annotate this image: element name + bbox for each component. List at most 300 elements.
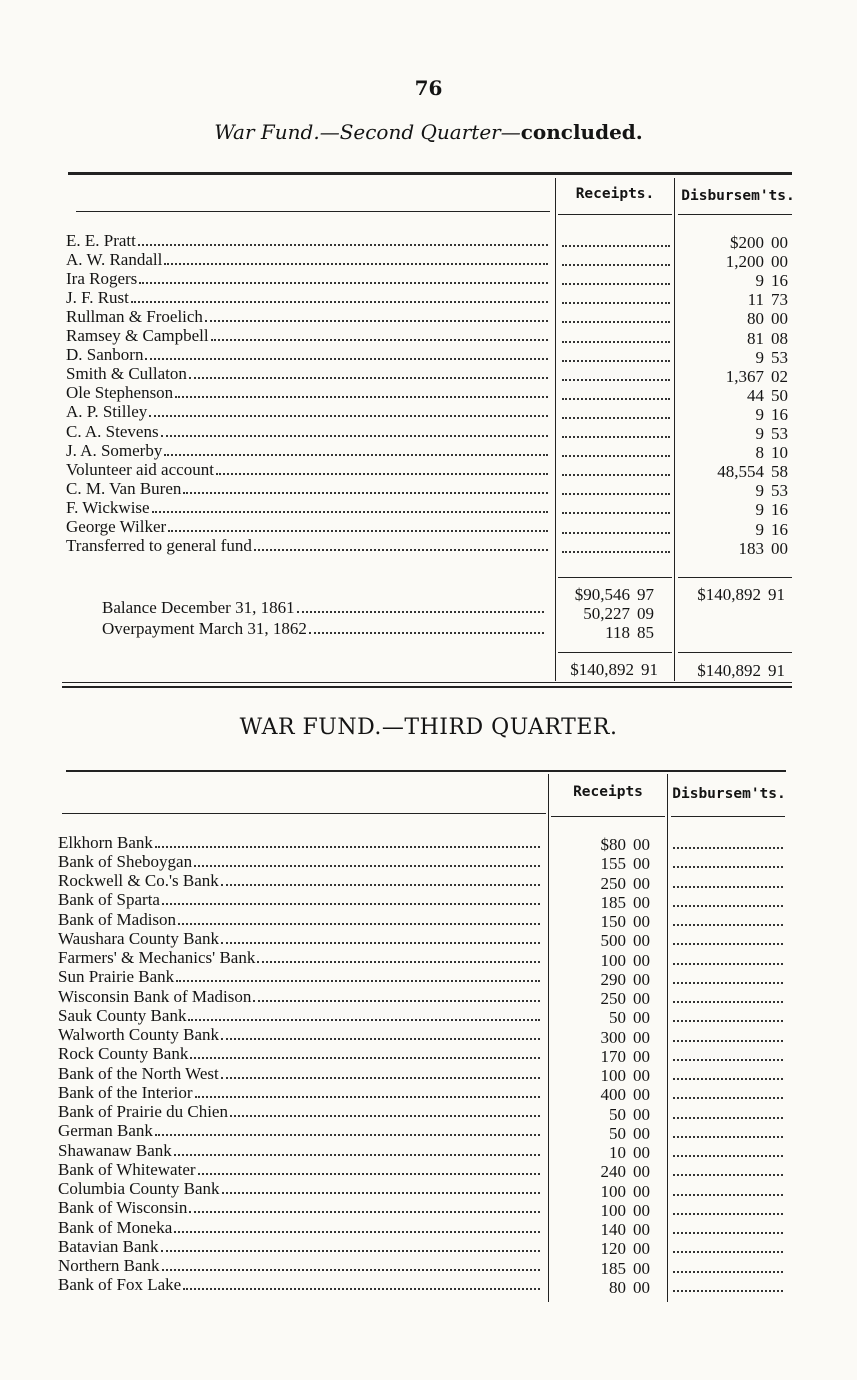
section2-row-name: Bank of the Interior	[58, 1082, 193, 1102]
section1-col-receipts: Receipts.	[575, 186, 655, 202]
section2-row-dollars: 100	[600, 1066, 626, 1085]
overpayment-row	[102, 619, 548, 638]
section2-row-cents: 00	[633, 1085, 650, 1105]
section2-row-empty-cell	[673, 1271, 783, 1273]
section1-row-leader	[189, 377, 548, 379]
section1-subtotal-rule-disb	[678, 577, 792, 578]
section1-row-cents: 00	[771, 252, 788, 272]
section1-row-dollars: 9	[755, 519, 764, 539]
section1-row-leader	[152, 511, 548, 513]
section1-row-amount	[694, 443, 788, 462]
section2-row-name: Bank of Fox Lake	[58, 1275, 182, 1295]
section2-row-amount	[582, 1239, 650, 1258]
section2-row-empty-cell	[673, 866, 783, 868]
section2-row-leader	[230, 1115, 540, 1117]
section1-row	[66, 346, 552, 365]
section2-row	[58, 852, 544, 871]
section2-head-rule-mid	[551, 816, 665, 817]
section2-row-name: Walworth County Bank	[58, 1025, 220, 1044]
section2-row-amount	[582, 1259, 650, 1278]
section1-row-name: Transferred to general fund	[66, 536, 252, 556]
section2-row-cents: 00	[633, 854, 650, 874]
section2-row-leader	[176, 980, 540, 982]
section2-row-leader	[174, 1231, 540, 1233]
section1-subtotal-disbursements-dollars: $140,892	[697, 585, 761, 604]
section2-row-amount	[582, 835, 650, 854]
section1-bottom-rule-1	[62, 682, 792, 683]
section1-row-dollars: $200	[730, 233, 764, 252]
section2-row-name: Bank of Prairie du Chien	[58, 1102, 228, 1121]
section2-col-receipts: Receipts	[573, 784, 643, 800]
section2-row-amount	[582, 1162, 650, 1181]
section1-row-name: J. F. Rust	[66, 287, 129, 307]
section1-total-disbursements-cents: 91	[768, 661, 785, 680]
section1-row-empty-cell	[562, 398, 670, 400]
section2-row-empty-cell	[673, 905, 783, 907]
section2-row-dollars: 140	[600, 1220, 626, 1239]
section1-row-leader	[138, 244, 548, 246]
section1-row-cents: 00	[771, 309, 788, 329]
section1-row	[66, 327, 552, 346]
section1-row-name: C. A. Stevens	[66, 421, 159, 441]
section2-row	[58, 1276, 544, 1295]
section2-row-dollars: 155	[600, 854, 626, 874]
section1-row-cents: 02	[771, 366, 788, 386]
section2-row-leader	[198, 1173, 540, 1175]
section1-row-cents: 73	[771, 290, 788, 310]
section1-subtotal-rule-receipts	[558, 577, 672, 578]
section1-row-amount	[694, 539, 788, 558]
section1-row-leader	[211, 339, 548, 341]
section1-row-empty-cell	[562, 302, 670, 304]
section2-row-cents: 00	[633, 1220, 650, 1239]
section2-row-dollars: 240	[600, 1162, 626, 1182]
section2-row-empty-cell	[673, 982, 783, 984]
section1-title	[0, 120, 857, 144]
section1-row-cents: 10	[771, 443, 788, 463]
section1-row-cents: 00	[771, 538, 788, 558]
section2-row	[58, 1180, 544, 1199]
section2-head-rule-left	[62, 813, 546, 814]
section2-row-dollars: 250	[600, 873, 626, 893]
section2-row-name: Waushara County Bank	[58, 928, 220, 948]
section1-row-cents: 08	[771, 328, 788, 348]
section1-disb-divider	[674, 178, 675, 681]
section1-row-leader	[161, 435, 548, 437]
section2-row-amount	[582, 1047, 650, 1066]
section2-row-dollars: 185	[600, 1258, 626, 1278]
section2-row	[58, 987, 544, 1006]
section2-row-name: Bank of Whitewater	[58, 1159, 196, 1179]
section2-row-empty-cell	[673, 963, 783, 965]
section2-row-empty-cell	[673, 943, 783, 945]
section1-row	[66, 498, 552, 517]
section2-row-cents: 00	[633, 1066, 650, 1085]
section2-row	[58, 891, 544, 910]
section1-row-amount	[694, 252, 788, 271]
section2-row-name: Wisconsin Bank of Madison	[58, 986, 252, 1006]
section1-total-receipts	[556, 660, 658, 679]
section2-row	[58, 910, 544, 929]
section2-row-dollars: 120	[600, 1239, 626, 1259]
section1-row-name: A. W. Randall	[66, 249, 163, 269]
section1-total-rule-receipts	[558, 652, 672, 653]
section2-row-amount	[582, 1182, 650, 1201]
section1-subtotal-receipts-cents: 97	[637, 585, 654, 604]
section2-row-dollars: 185	[600, 892, 626, 912]
section2-row-amount	[582, 1085, 650, 1104]
section2-row-cents: 00	[633, 1104, 650, 1124]
balance-label: Balance December 31, 1861	[102, 597, 295, 617]
section1-row-cents: 53	[771, 481, 788, 501]
section2-row-empty-cell	[673, 1117, 783, 1119]
section1-row-amount	[694, 329, 788, 348]
section2-row-cents: 00	[633, 912, 650, 931]
section2-row-dollars: 100	[600, 950, 626, 970]
section2-row-empty-cell	[673, 1213, 783, 1215]
section2-row-name: Elkhorn Bank	[58, 832, 153, 852]
section2-row-empty-cell	[673, 1020, 783, 1022]
section1-row	[66, 307, 552, 326]
section2-row	[58, 949, 544, 968]
section2-row-dollars: 50	[609, 1123, 626, 1143]
section2-row-empty-cell	[673, 1232, 783, 1234]
section2-row-empty-cell	[673, 1290, 783, 1292]
section2-row-cents: 00	[633, 1239, 650, 1259]
section1-row-dollars: 11	[747, 290, 764, 310]
section1-row-leader	[205, 320, 548, 322]
section1-row	[66, 250, 552, 269]
section1-row-amount	[694, 348, 788, 367]
section2-row-dollars: 10	[609, 1143, 626, 1162]
section1-row-cents: 16	[771, 271, 788, 291]
section1-row-empty-cell	[562, 512, 670, 514]
section2-top-rule	[66, 770, 786, 772]
section1-subtotal-receipts-dollars: $90,546	[574, 585, 630, 604]
section1-receipts-divider	[555, 178, 556, 681]
section2-row-amount	[582, 854, 650, 873]
section2-row-dollars: 250	[600, 989, 626, 1008]
section1-row-empty-cell	[562, 436, 670, 438]
section1-row-leader	[216, 473, 548, 475]
section1-row	[66, 460, 552, 479]
section1-row-amount	[694, 290, 788, 309]
section1-row-leader	[139, 282, 548, 284]
section2-row-empty-cell	[673, 1097, 783, 1099]
section1-row-dollars: 9	[755, 481, 764, 501]
section2-row-name: Sauk County Bank	[58, 1005, 187, 1025]
section1-row-name: Ramsey & Campbell	[66, 326, 209, 345]
section2-row-leader	[190, 1057, 540, 1059]
section1-row-empty-cell	[562, 360, 670, 362]
section2-row-leader	[253, 1000, 540, 1002]
section2-row	[58, 1006, 544, 1025]
section1-row	[66, 288, 552, 307]
section1-row-name: Volunteer aid account	[66, 459, 214, 479]
section2-head-rule-right	[671, 816, 785, 817]
section2-row-dollars: $80	[600, 835, 626, 854]
overpayment-amount	[562, 623, 654, 642]
section1-row	[66, 479, 552, 498]
balance-cents: 09	[637, 604, 654, 623]
section2-col-disbursements: Disbursem'ts.	[672, 786, 786, 802]
section2-row-leader	[221, 1077, 540, 1079]
section2-row-leader	[188, 1019, 540, 1021]
section2-row-leader	[161, 1250, 540, 1252]
section1-row	[66, 269, 552, 288]
section2-row-empty-cell	[673, 924, 783, 926]
section1-row-cents: 16	[771, 519, 788, 539]
section2-row-amount	[582, 1066, 650, 1085]
section1-row-cents: 00	[771, 233, 788, 252]
section2-row-leader	[221, 1038, 540, 1040]
section1-row-empty-cell	[562, 493, 670, 495]
section2-row	[58, 1103, 544, 1122]
section2-row-cents: 00	[633, 1027, 650, 1047]
section1-row	[66, 231, 552, 250]
section1-total-disbursements	[683, 661, 785, 680]
section1-row-name: C. M. Van Buren	[66, 478, 182, 498]
section2-row-amount	[582, 1124, 650, 1143]
section1-title-italic: War Fund.—Second Quarter—	[214, 120, 521, 144]
section1-row-amount	[694, 367, 788, 386]
section2-row-empty-cell	[673, 1040, 783, 1042]
section1-row-leader	[145, 358, 548, 360]
section2-row-amount	[582, 1028, 650, 1047]
section2-row-empty-cell	[673, 847, 783, 849]
section1-row-dollars: 48,554	[717, 462, 764, 482]
section1-row	[66, 537, 552, 556]
section2-row-name: Bank of Moneka	[58, 1217, 173, 1237]
section1-row-cents: 50	[771, 385, 788, 405]
balance-leader	[297, 611, 544, 613]
section2-row-amount	[582, 1008, 650, 1027]
balance-dollars: 50,227	[583, 604, 630, 623]
section1-row-empty-cell	[562, 341, 670, 343]
section2-row-empty-cell	[673, 1251, 783, 1253]
section2-row	[58, 872, 544, 891]
section2-row	[58, 968, 544, 987]
section2-row-dollars: 50	[609, 1008, 626, 1028]
section1-row-amount	[694, 386, 788, 405]
section1-row	[66, 518, 552, 537]
section2-row-cents: 00	[633, 989, 650, 1008]
section2-row-empty-cell	[673, 1174, 783, 1176]
section1-row	[66, 384, 552, 403]
section2-receipts-divider	[548, 774, 549, 1302]
section1-total-receipts-cents: 91	[641, 660, 658, 679]
section2-row-cents: 00	[633, 892, 650, 912]
section2-row-amount	[582, 1143, 650, 1162]
section2-row-cents: 00	[633, 873, 650, 893]
section1-row-leader	[164, 263, 548, 265]
section1-row-amount	[694, 520, 788, 539]
section1-row-name: Ira Rogers	[66, 268, 138, 288]
section1-row-name: George Wilker	[66, 517, 167, 536]
section1-head-rule-mid	[558, 214, 672, 215]
section2-row-amount	[582, 1105, 650, 1124]
section2-row-amount	[582, 970, 650, 989]
section2-row-name: Bank of Sparta	[58, 890, 160, 910]
section2-row	[58, 1160, 544, 1179]
section2-title: WAR FUND.—THIRD QUARTER.	[239, 715, 618, 740]
section1-row-amount	[694, 481, 788, 500]
section2-row-dollars: 290	[600, 969, 626, 989]
section2-row-empty-cell	[673, 1136, 783, 1138]
section2-row-cents: 00	[633, 1258, 650, 1278]
section1-row-name: J. A. Somerby	[66, 440, 163, 460]
section1-row-empty-cell	[562, 532, 670, 534]
section2-row-name: Bank of Sheboygan	[58, 851, 193, 871]
section1-row-empty-cell	[562, 551, 670, 553]
balance-row	[102, 598, 548, 617]
section1-row-leader	[175, 396, 548, 398]
section1-row-leader	[254, 549, 548, 551]
section1-row-amount	[694, 405, 788, 424]
section2-row-dollars: 150	[600, 912, 626, 931]
section1-row-amount	[694, 500, 788, 519]
section2-row-dollars: 170	[600, 1046, 626, 1066]
section2-row-cents: 00	[633, 835, 650, 854]
section1-row-amount	[694, 309, 788, 328]
section2-row-leader	[221, 884, 540, 886]
section1-row-cents: 16	[771, 404, 788, 424]
section2-row	[58, 1083, 544, 1102]
balance-amount	[562, 604, 654, 623]
section1-row-amount	[694, 271, 788, 290]
section1-row-dollars: 9	[755, 500, 764, 520]
section1-subtotal-disbursements-cents: 91	[768, 585, 785, 604]
section1-row-cents: 53	[771, 347, 788, 367]
section1-row	[66, 422, 552, 441]
section2-row	[58, 1257, 544, 1276]
overpayment-label: Overpayment March 31, 1862	[102, 618, 307, 638]
section1-row-empty-cell	[562, 417, 670, 419]
section1-row-dollars: 81	[747, 328, 764, 348]
section1-row-dollars: 80	[747, 309, 764, 329]
section2-row-empty-cell	[673, 886, 783, 888]
section1-row-name: A. P. Stilley	[66, 402, 148, 422]
section2-row-dollars: 50	[609, 1104, 626, 1124]
section1-row-dollars: 8	[755, 443, 764, 463]
section2-row-name: Columbia County Bank	[58, 1179, 220, 1198]
section1-row-dollars: 9	[755, 271, 764, 291]
section2-row	[58, 1122, 544, 1141]
section1-top-rule	[68, 172, 792, 175]
overpayment-leader	[309, 632, 544, 634]
section1-row-dollars: 1,200	[725, 252, 764, 272]
section1-row-empty-cell	[562, 264, 670, 266]
section1-total-rule-disb	[678, 652, 792, 653]
section1-head-rule-right	[678, 214, 792, 215]
section2-row	[58, 1218, 544, 1237]
section1-row-leader	[183, 492, 548, 494]
section2-row-name: Rock County Bank	[58, 1044, 189, 1064]
overpayment-cents: 85	[637, 623, 654, 642]
section2-row	[58, 833, 544, 852]
section2-row-amount	[582, 951, 650, 970]
section2-row-leader	[221, 942, 540, 944]
section1-row-leader	[164, 454, 548, 456]
section1-row-dollars: 44	[747, 385, 764, 405]
section1-row-dollars: 9	[755, 347, 764, 367]
section1-total-disbursements-dollars: $140,892	[697, 661, 761, 680]
section2-row-empty-cell	[673, 1194, 783, 1196]
section1-row-dollars: 9	[755, 404, 764, 424]
section1-row	[66, 441, 552, 460]
section1-title-tail: concluded.	[520, 120, 643, 144]
section2-row-empty-cell	[673, 1078, 783, 1080]
section2-row-amount	[582, 1278, 650, 1297]
section2-row-name: Shawanaw Bank	[58, 1140, 172, 1160]
section2-row-leader	[155, 1134, 540, 1136]
section1-bottom-rule-2	[62, 686, 792, 688]
section2-row-dollars: 100	[600, 1200, 626, 1220]
section2-row-name: Bank of Wisconsin	[58, 1198, 188, 1218]
section2-row-name: Farmers' & Mechanics' Bank	[58, 948, 256, 967]
section2-row-amount	[582, 1201, 650, 1220]
section2-row-amount	[582, 1220, 650, 1239]
page-number: 76	[414, 76, 443, 100]
section2-row-name: Bank of the North West	[58, 1063, 219, 1083]
section2-disb-divider	[667, 774, 668, 1302]
section2-row	[58, 1141, 544, 1160]
section2-row	[58, 1199, 544, 1218]
section2-row-empty-cell	[673, 1001, 783, 1003]
section2-row	[58, 1026, 544, 1045]
section1-row-leader	[131, 301, 548, 303]
section2-row-cents: 00	[633, 969, 650, 989]
section1-subtotal-disbursements	[683, 585, 785, 604]
section2-row-leader	[189, 1211, 540, 1213]
section2-row-dollars: 100	[600, 1181, 626, 1201]
section1-row-name: Rullman & Froelich	[66, 306, 203, 326]
section1-row-amount	[694, 462, 788, 481]
section2-row-leader	[183, 1288, 540, 1290]
section1-row-empty-cell	[562, 283, 670, 285]
section2-row	[58, 1237, 544, 1256]
section1-row-empty-cell	[562, 474, 670, 476]
section2-row	[58, 929, 544, 948]
section1-subtotal-receipts	[562, 585, 654, 604]
section2-row-dollars: 300	[600, 1027, 626, 1047]
section2-row-leader	[195, 1096, 540, 1098]
section2-row-amount	[582, 893, 650, 912]
section2-row-empty-cell	[673, 1059, 783, 1061]
section2-row-empty-cell	[673, 1155, 783, 1157]
section2-row-dollars: 500	[600, 931, 626, 951]
section2-row-cents: 00	[633, 950, 650, 970]
section2-row-cents: 00	[633, 1277, 650, 1297]
section2-row-leader	[162, 903, 540, 905]
section1-total-receipts-dollars: $140,892	[570, 660, 634, 679]
section1-row-dollars: 183	[738, 538, 764, 558]
section2-row-leader	[178, 923, 540, 925]
section2-row-name: Batavian Bank	[58, 1236, 159, 1256]
section2-row-amount	[582, 874, 650, 893]
section1-row	[66, 365, 552, 384]
section1-row-name: Smith & Cullaton	[66, 364, 187, 384]
section2-row-name: Sun Prairie Bank	[58, 967, 175, 987]
section1-row-leader	[149, 415, 548, 417]
section1-col-disbursements: Disbursem'ts.	[681, 188, 795, 204]
section1-row-name: F. Wickwise	[66, 497, 150, 517]
section1-row-empty-cell	[562, 379, 670, 381]
section2-row-name: Northern Bank	[58, 1256, 160, 1275]
section2-row-leader	[162, 1269, 540, 1271]
section2-row-leader	[222, 1192, 541, 1194]
section1-row-empty-cell	[562, 245, 670, 247]
